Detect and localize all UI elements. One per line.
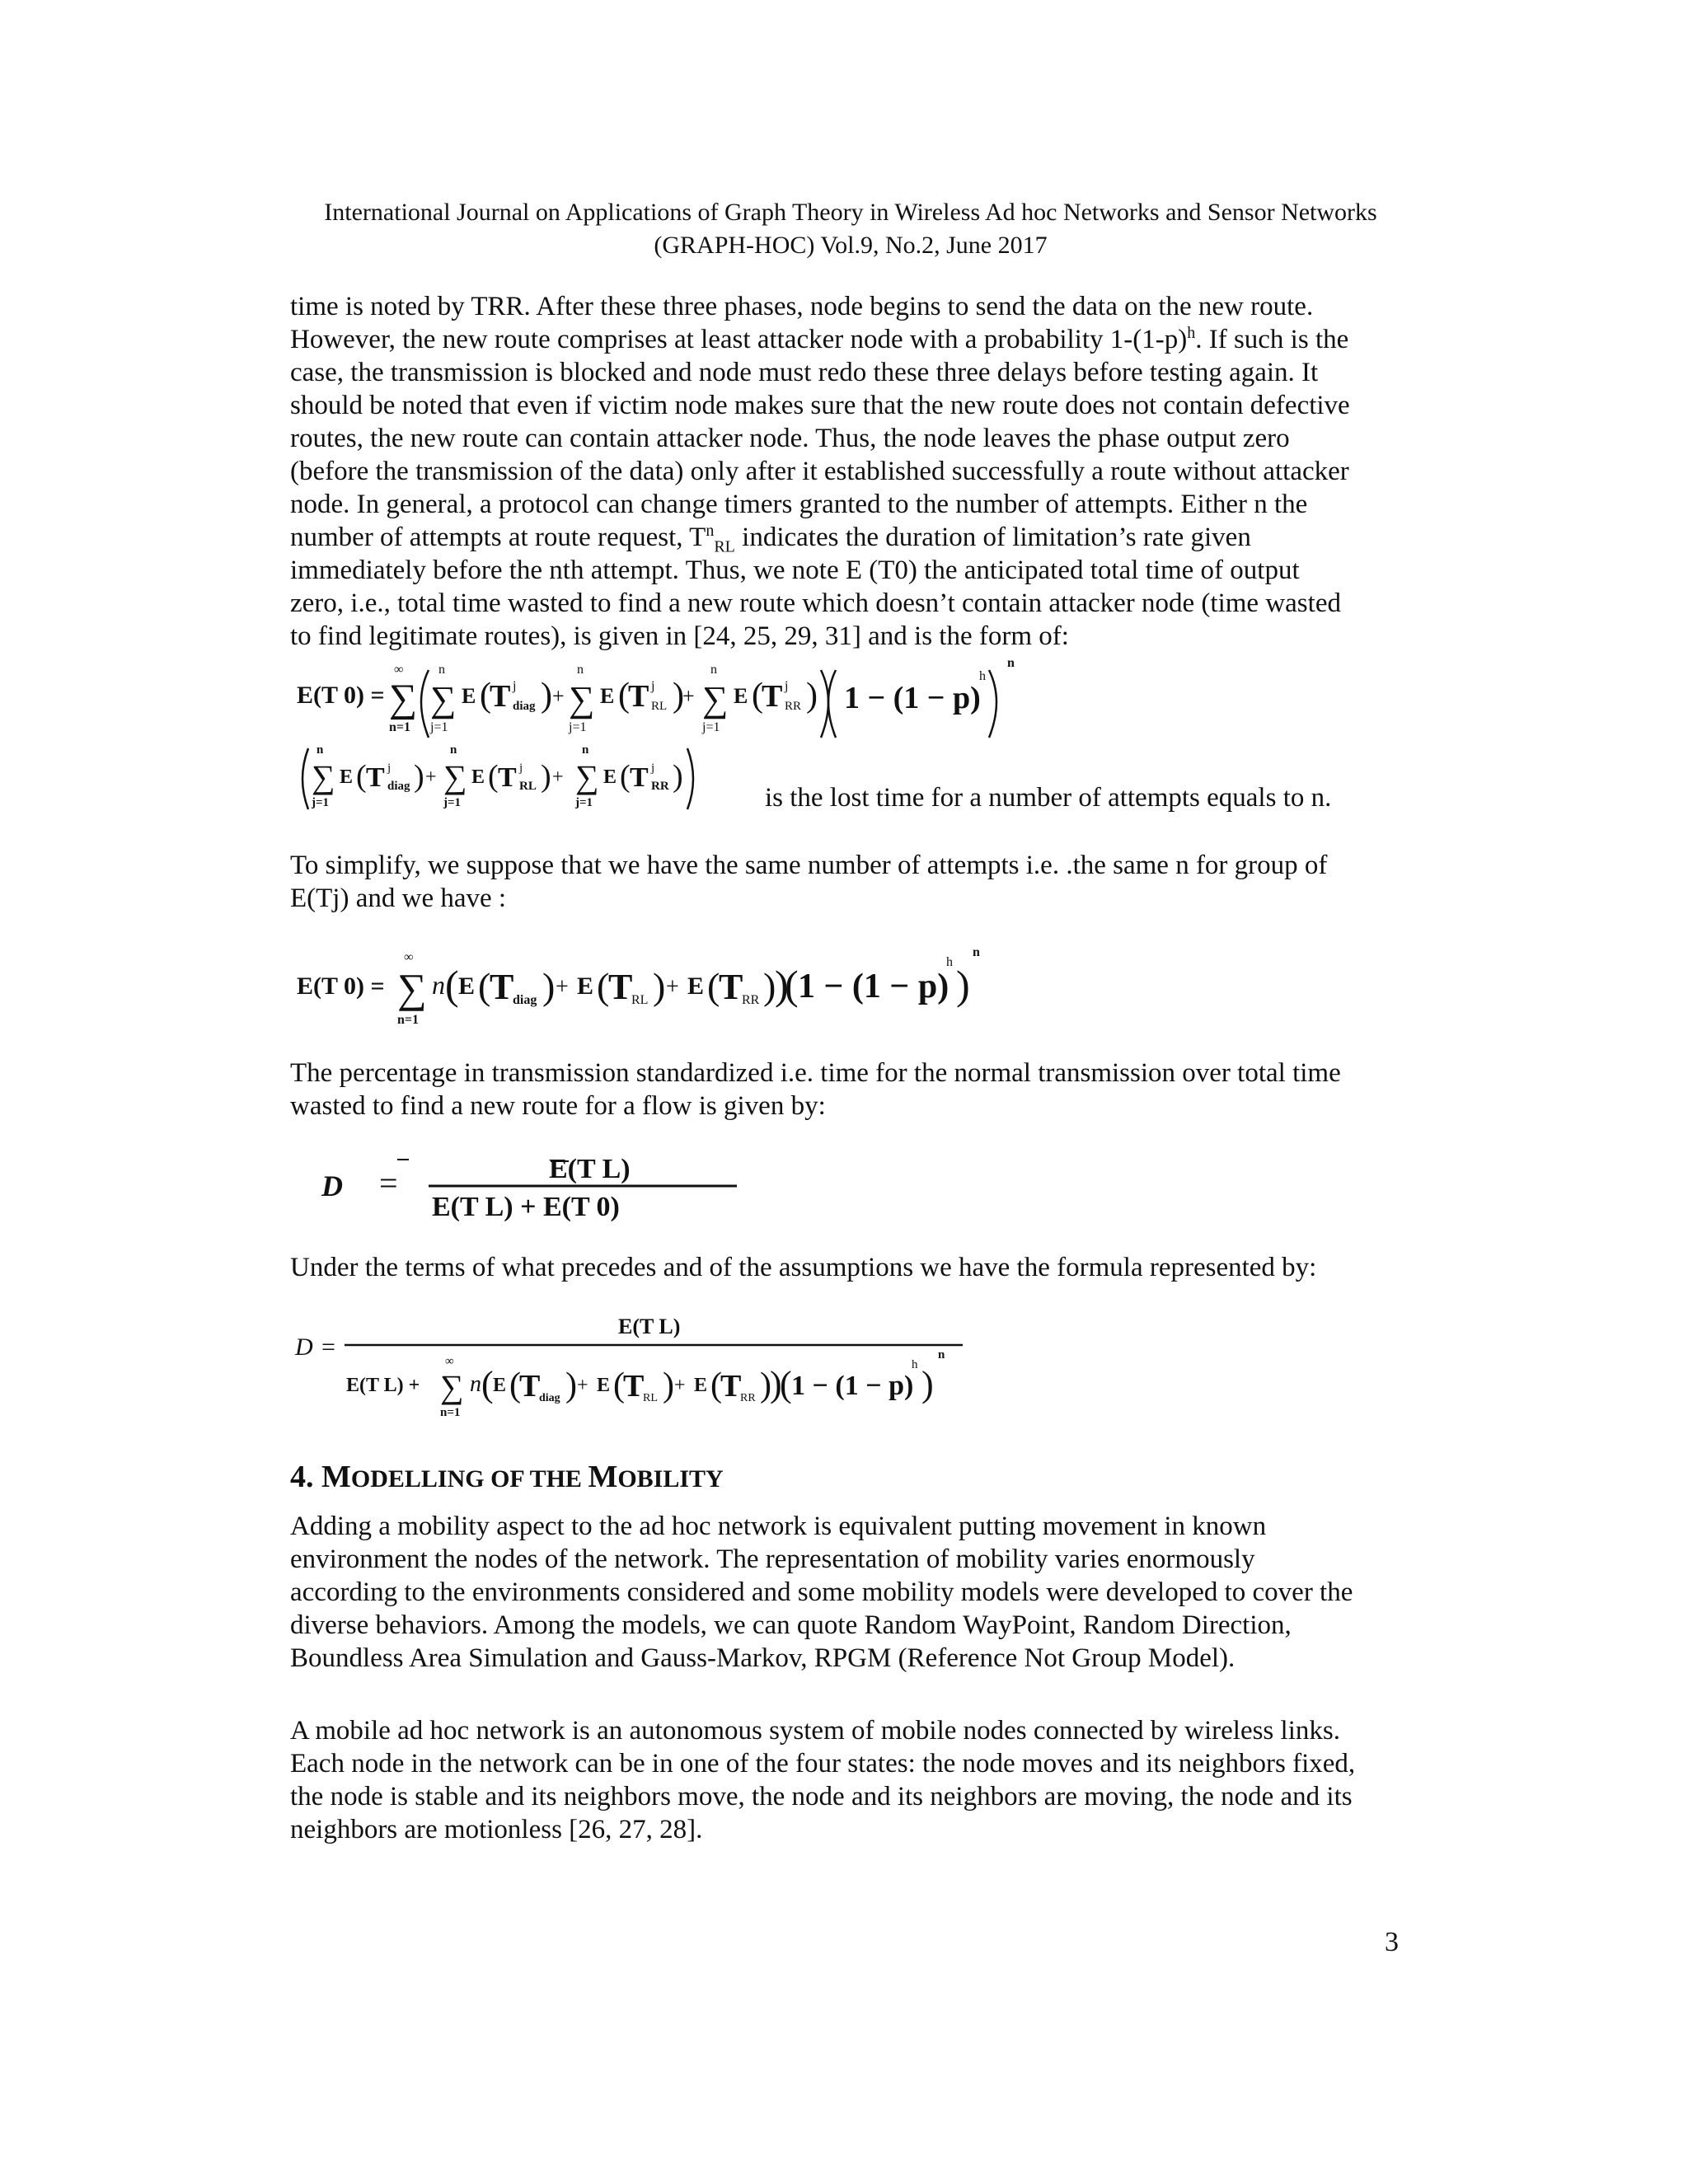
eq3-E-c: E xyxy=(687,972,705,1000)
text-line: Boundless Area Simulation and Gauss-Markov, RPGM (Reference Not Group Model). xyxy=(290,1643,1236,1673)
eq1-RL: RL xyxy=(651,700,668,713)
eq2-plus-a: + xyxy=(425,766,437,788)
eq5-h: h xyxy=(912,1358,918,1371)
eq1-paren-open xyxy=(421,670,429,738)
eq1-rparen-b: ) xyxy=(673,677,684,715)
eq2-diag: diag xyxy=(387,780,410,793)
eq1-plus-a: + xyxy=(552,684,565,708)
eq5-D: D xyxy=(295,1333,313,1361)
eq2-paren-close xyxy=(687,748,693,809)
eq3-lhs: E(T 0) = xyxy=(297,972,385,1000)
eq5-den-lhs: E(T L) + xyxy=(346,1375,420,1396)
equation-d-ratio xyxy=(321,1150,750,1228)
eq5-lparen-a: ( xyxy=(509,1366,521,1404)
eq5-rparen-outer: ) xyxy=(770,1364,782,1404)
eq5-plus-b: + xyxy=(674,1375,686,1396)
eq4-equals: = xyxy=(379,1165,398,1202)
text-line: environment the nodes of the network. The representation of mobility varies enormously xyxy=(290,1544,1255,1574)
text-line: wasted to find a new route for a flow is given by: xyxy=(290,1091,826,1121)
eq1-RR: RR xyxy=(785,700,802,713)
eq5-RL: RL xyxy=(643,1392,658,1404)
eq3-diag: diag xyxy=(513,993,537,1007)
paragraph-5 xyxy=(290,1510,1411,1675)
eq2-lparen-b: ( xyxy=(488,759,499,794)
eq3-lparen-b: ( xyxy=(597,965,610,1007)
text-line: routes, the new route can contain attacker node. Thus, the node leaves the phase output zero xyxy=(290,424,1290,453)
text-line: to find legitimate routes), is given in [24, 25, 29, 31] and is the form of: xyxy=(290,621,1069,651)
eq1-rparen-a: ) xyxy=(541,677,552,715)
equation-3-svg xyxy=(297,940,989,1038)
eq1-sigma-b: ∑ xyxy=(569,679,595,719)
equation-e-t0-simplified xyxy=(297,940,989,1043)
eq1-sigma-a: ∑ xyxy=(430,679,457,719)
eq4-numerator: E(T L) xyxy=(549,1154,631,1184)
text-line: zero, i.e., total time wasted to find a new route which doesn’t contain attacker node (time wasted xyxy=(290,588,1341,618)
eq1-inf: ∞ xyxy=(394,663,404,677)
eq3-plus-a: + xyxy=(556,974,569,1000)
eq2-j1-a: j=1 xyxy=(312,796,330,809)
eq5-T-c: T xyxy=(720,1369,742,1404)
eq1-paren-open-2 xyxy=(828,670,836,738)
eq1-n-c: n xyxy=(710,663,717,677)
eq5-one-minus: 1 − (1 − p) xyxy=(791,1371,914,1401)
eq3-exp-n: n xyxy=(973,945,980,959)
paragraph-4 xyxy=(290,1251,1411,1284)
text-line: according to the environments considered and some mobility models were developed to cover the xyxy=(290,1577,1353,1607)
eq3-lparen-a: ( xyxy=(478,965,491,1007)
text-line: The percentage in transmission standardized i.e. time for the normal transmission over total time xyxy=(290,1058,1341,1088)
eq1-plus-b: + xyxy=(682,684,695,708)
eq3-rparen-outer-2: ) xyxy=(956,962,970,1008)
paragraph-6 xyxy=(290,1714,1411,1846)
eq2-j1-c: j=1 xyxy=(575,796,593,809)
eq2-n-b: n xyxy=(450,743,457,757)
equation-d-full xyxy=(295,1309,971,1436)
eq5-sigma: ∑ xyxy=(440,1368,464,1405)
eq2-sigma-a: ∑ xyxy=(312,758,335,795)
journal-header xyxy=(290,196,1411,262)
eq1-j-b: j xyxy=(651,679,655,693)
eq1-n-a: n xyxy=(438,663,445,677)
eq2-E-c: E xyxy=(603,766,617,788)
eq1-j-c: j xyxy=(785,679,789,693)
text-line: case, the transmission is blocked and node must redo these three delays before testing again. It xyxy=(290,358,1319,387)
eq2-j-c: j xyxy=(651,762,655,775)
eq5-plus-a: + xyxy=(577,1375,588,1396)
eq3-rparen-a: ) xyxy=(542,965,556,1007)
eq2-j-a: j xyxy=(387,762,392,775)
eq1-j-a: j xyxy=(513,679,517,693)
equation-5-svg xyxy=(295,1309,971,1432)
header-line-1: International Journal on Applications of Graph Theory in Wireless Ad hoc Networks and Sensor Networks xyxy=(324,199,1377,226)
eq1-paren-close-2 xyxy=(989,670,996,738)
eq1-j1-b: j=1 xyxy=(569,720,587,734)
eq2-T-a: T xyxy=(366,762,385,793)
text-line: To simplify, we suppose that we have the same number of attempts i.e. .the same n for group of xyxy=(290,851,1328,880)
eq1-sigma-c: ∑ xyxy=(702,679,729,719)
eq2-n-c: n xyxy=(582,743,589,757)
eq3-n: n xyxy=(432,970,445,1000)
eq4-denominator: E(T L) + E(T 0) xyxy=(432,1192,620,1222)
text-line: time is noted by TRR. After these three phases, node begins to send the data on the new route. xyxy=(290,292,1314,321)
eq1-lparen-b: ( xyxy=(618,677,630,715)
eq2-T-c: T xyxy=(630,762,649,793)
eq5-E-b: E xyxy=(597,1375,611,1396)
eq1-one-minus: 1 − (1 − p) xyxy=(844,681,981,715)
text-line: immediately before the nth attempt. Thus, we note E (T0) the anticipated total time of output xyxy=(290,555,1300,585)
eq1-lparen-a: ( xyxy=(480,677,491,715)
eq3-lparen-outer-2: ( xyxy=(785,962,799,1008)
eq2-plus-b: + xyxy=(552,766,564,788)
eq1-h: h xyxy=(979,669,986,683)
text-line: Under the terms of what precedes and of the assumptions we have the formula represented by: xyxy=(290,1253,1317,1282)
text-line: Each node in the network can be in one of the four states: the node moves and its neighbors fixed, xyxy=(290,1749,1356,1779)
text-line: A mobile ad hoc network is an autonomous system of mobile nodes connected by wireless links. xyxy=(290,1716,1340,1746)
eq1-j1-a: j=1 xyxy=(430,720,448,734)
eq3-T-b: T xyxy=(608,967,633,1007)
eq1-n1: n=1 xyxy=(389,720,411,734)
text-line: E(Tj) and we have : xyxy=(290,883,507,913)
eq2-E-b: E xyxy=(471,766,485,788)
eq5-exp-n: n xyxy=(938,1348,945,1361)
eq5-lparen-b: ( xyxy=(613,1366,625,1404)
eq5-rparen-b: ) xyxy=(663,1366,674,1404)
eq5-n: n xyxy=(470,1371,481,1397)
eq2-j-b: j xyxy=(519,762,523,775)
eq3-rparen-c: ) xyxy=(763,965,776,1007)
text-line: node. In general, a protocol can change timers granted to the number of attempts. Either n the xyxy=(290,490,1308,519)
eq3-lparen-c: ( xyxy=(707,965,720,1007)
eq5-lparen-c: ( xyxy=(710,1366,722,1404)
eq2-E-a: E xyxy=(340,766,354,788)
eq5-equals: = xyxy=(321,1333,335,1361)
eq3-T-a: T xyxy=(490,967,514,1007)
eq3-rparen-outer: ) xyxy=(775,962,789,1008)
equation-1-svg xyxy=(297,655,1015,754)
eq2-j1-b: j=1 xyxy=(443,796,462,809)
eq1-exp-n: n xyxy=(1007,656,1015,670)
eq3-n1: n=1 xyxy=(397,1013,420,1027)
eq1-n-b: n xyxy=(577,663,584,677)
section-heading: 4. MODELLING OF THE MOBILITY xyxy=(290,1460,724,1494)
section-number: 4. xyxy=(290,1460,321,1494)
text-line: However, the new route comprises at least attacker node with a probability $1-(1-p)^h$. If such is the xyxy=(290,324,1349,354)
eq2-RR: RR xyxy=(651,780,669,793)
text-line: neighbors are motionless [26, 27, 28]. xyxy=(290,1815,703,1844)
eq3-RL: RL xyxy=(631,993,649,1007)
eq5-E-a: E xyxy=(493,1375,507,1396)
eq5-rparen-outer-2: ) xyxy=(921,1364,934,1404)
eq5-T-b: T xyxy=(623,1369,645,1404)
eq5-RR: RR xyxy=(740,1392,756,1404)
paragraph-3 xyxy=(290,1057,1411,1122)
eq5-numerator: E(T L) xyxy=(618,1315,681,1338)
eq1-rparen-c: ) xyxy=(806,677,818,715)
eq2-RL: RL xyxy=(519,780,537,793)
eq3-RR: RR xyxy=(742,993,760,1007)
eq1-E-c: E xyxy=(734,684,748,708)
equation-4-svg xyxy=(321,1150,750,1224)
eq2-rparen-a: ) xyxy=(414,759,424,794)
header-line-2: (GRAPH-HOC) Vol.9, No.2, June 2017 xyxy=(654,232,1048,259)
eq3-T-c: T xyxy=(719,967,743,1007)
paragraph-2 xyxy=(290,849,1411,915)
eq5-lparen-outer-2: ( xyxy=(780,1364,792,1404)
eq1-T-c: T xyxy=(762,679,783,714)
eq2-T-b: T xyxy=(498,762,517,793)
eq1-T-b: T xyxy=(628,679,649,714)
eq2-paren-open xyxy=(302,748,308,809)
equation-2-svg xyxy=(297,742,742,816)
eq5-n1: n=1 xyxy=(440,1406,461,1419)
text-line: (before the transmission of the data) only after it established successfully a route without attacker xyxy=(290,457,1349,486)
page-number: 3 xyxy=(1385,1927,1399,1957)
eq1-diag: diag xyxy=(513,700,536,713)
eq3-inf: ∞ xyxy=(404,950,414,964)
eq3-E-b: E xyxy=(577,972,594,1000)
eq3-sigma: ∑ xyxy=(397,965,427,1011)
eq2-lparen-a: ( xyxy=(356,759,367,794)
eq1-lparen-c: ( xyxy=(752,677,763,715)
text-line: the node is stable and its neighbors move, the node and its neighbors are moving, the node and its xyxy=(290,1782,1353,1811)
eq3-lparen-outer: ( xyxy=(445,962,459,1008)
eq4-D: D xyxy=(321,1169,343,1202)
eq5-T-a: T xyxy=(519,1369,541,1404)
eq3-one-minus: 1 − (1 − p) xyxy=(798,968,950,1005)
eq2-lparen-c: ( xyxy=(620,759,631,794)
eq5-inf: ∞ xyxy=(445,1355,454,1368)
eq2-rparen-b: ) xyxy=(541,759,551,794)
eq1-E-a: E xyxy=(462,684,476,708)
eq2-n-a: n xyxy=(316,743,324,757)
text-line: should be noted that even if victim node makes sure that the new route does not contain defective xyxy=(290,391,1350,420)
equation-lost-time xyxy=(297,742,742,820)
eq5-diag: diag xyxy=(539,1392,560,1404)
eq2-rparen-c: ) xyxy=(673,759,683,794)
eq5-rparen-c: ) xyxy=(760,1366,771,1404)
eq1-lhs: E(T 0) = xyxy=(297,682,385,709)
text-line: diverse behaviors. Among the models, we can quote Random WayPoint, Random Direction, xyxy=(290,1610,1292,1640)
eq5-lparen-outer: ( xyxy=(481,1364,494,1404)
eq5-rparen-a: ) xyxy=(565,1366,577,1404)
eq1-T-a: T xyxy=(490,679,511,714)
text-line: number of attempts at route request, $T^n_{RL}$ indicates the duration of limitation’s rate given xyxy=(290,522,1251,556)
lost-time-text: is the lost time for a number of attempts equals to n. xyxy=(765,783,1332,813)
eq1-paren-close xyxy=(821,670,828,738)
eq2-sigma-c: ∑ xyxy=(575,758,599,795)
eq5-E-c: E xyxy=(694,1375,708,1396)
eq2-sigma-b: ∑ xyxy=(443,758,467,795)
eq3-rparen-b: ) xyxy=(653,965,666,1007)
text-line: Adding a mobility aspect to the ad hoc network is equivalent putting movement in known xyxy=(290,1511,1267,1541)
paragraph-1 xyxy=(290,290,1411,653)
eq3-plus-b: + xyxy=(666,974,679,1000)
eq3-E-a: E xyxy=(458,972,476,1000)
eq3-h: h xyxy=(946,955,953,969)
eq1-j1-c: j=1 xyxy=(702,720,720,734)
eq1-E-b: E xyxy=(600,684,615,708)
eq1-sigma-outer: ∑ xyxy=(389,677,418,720)
